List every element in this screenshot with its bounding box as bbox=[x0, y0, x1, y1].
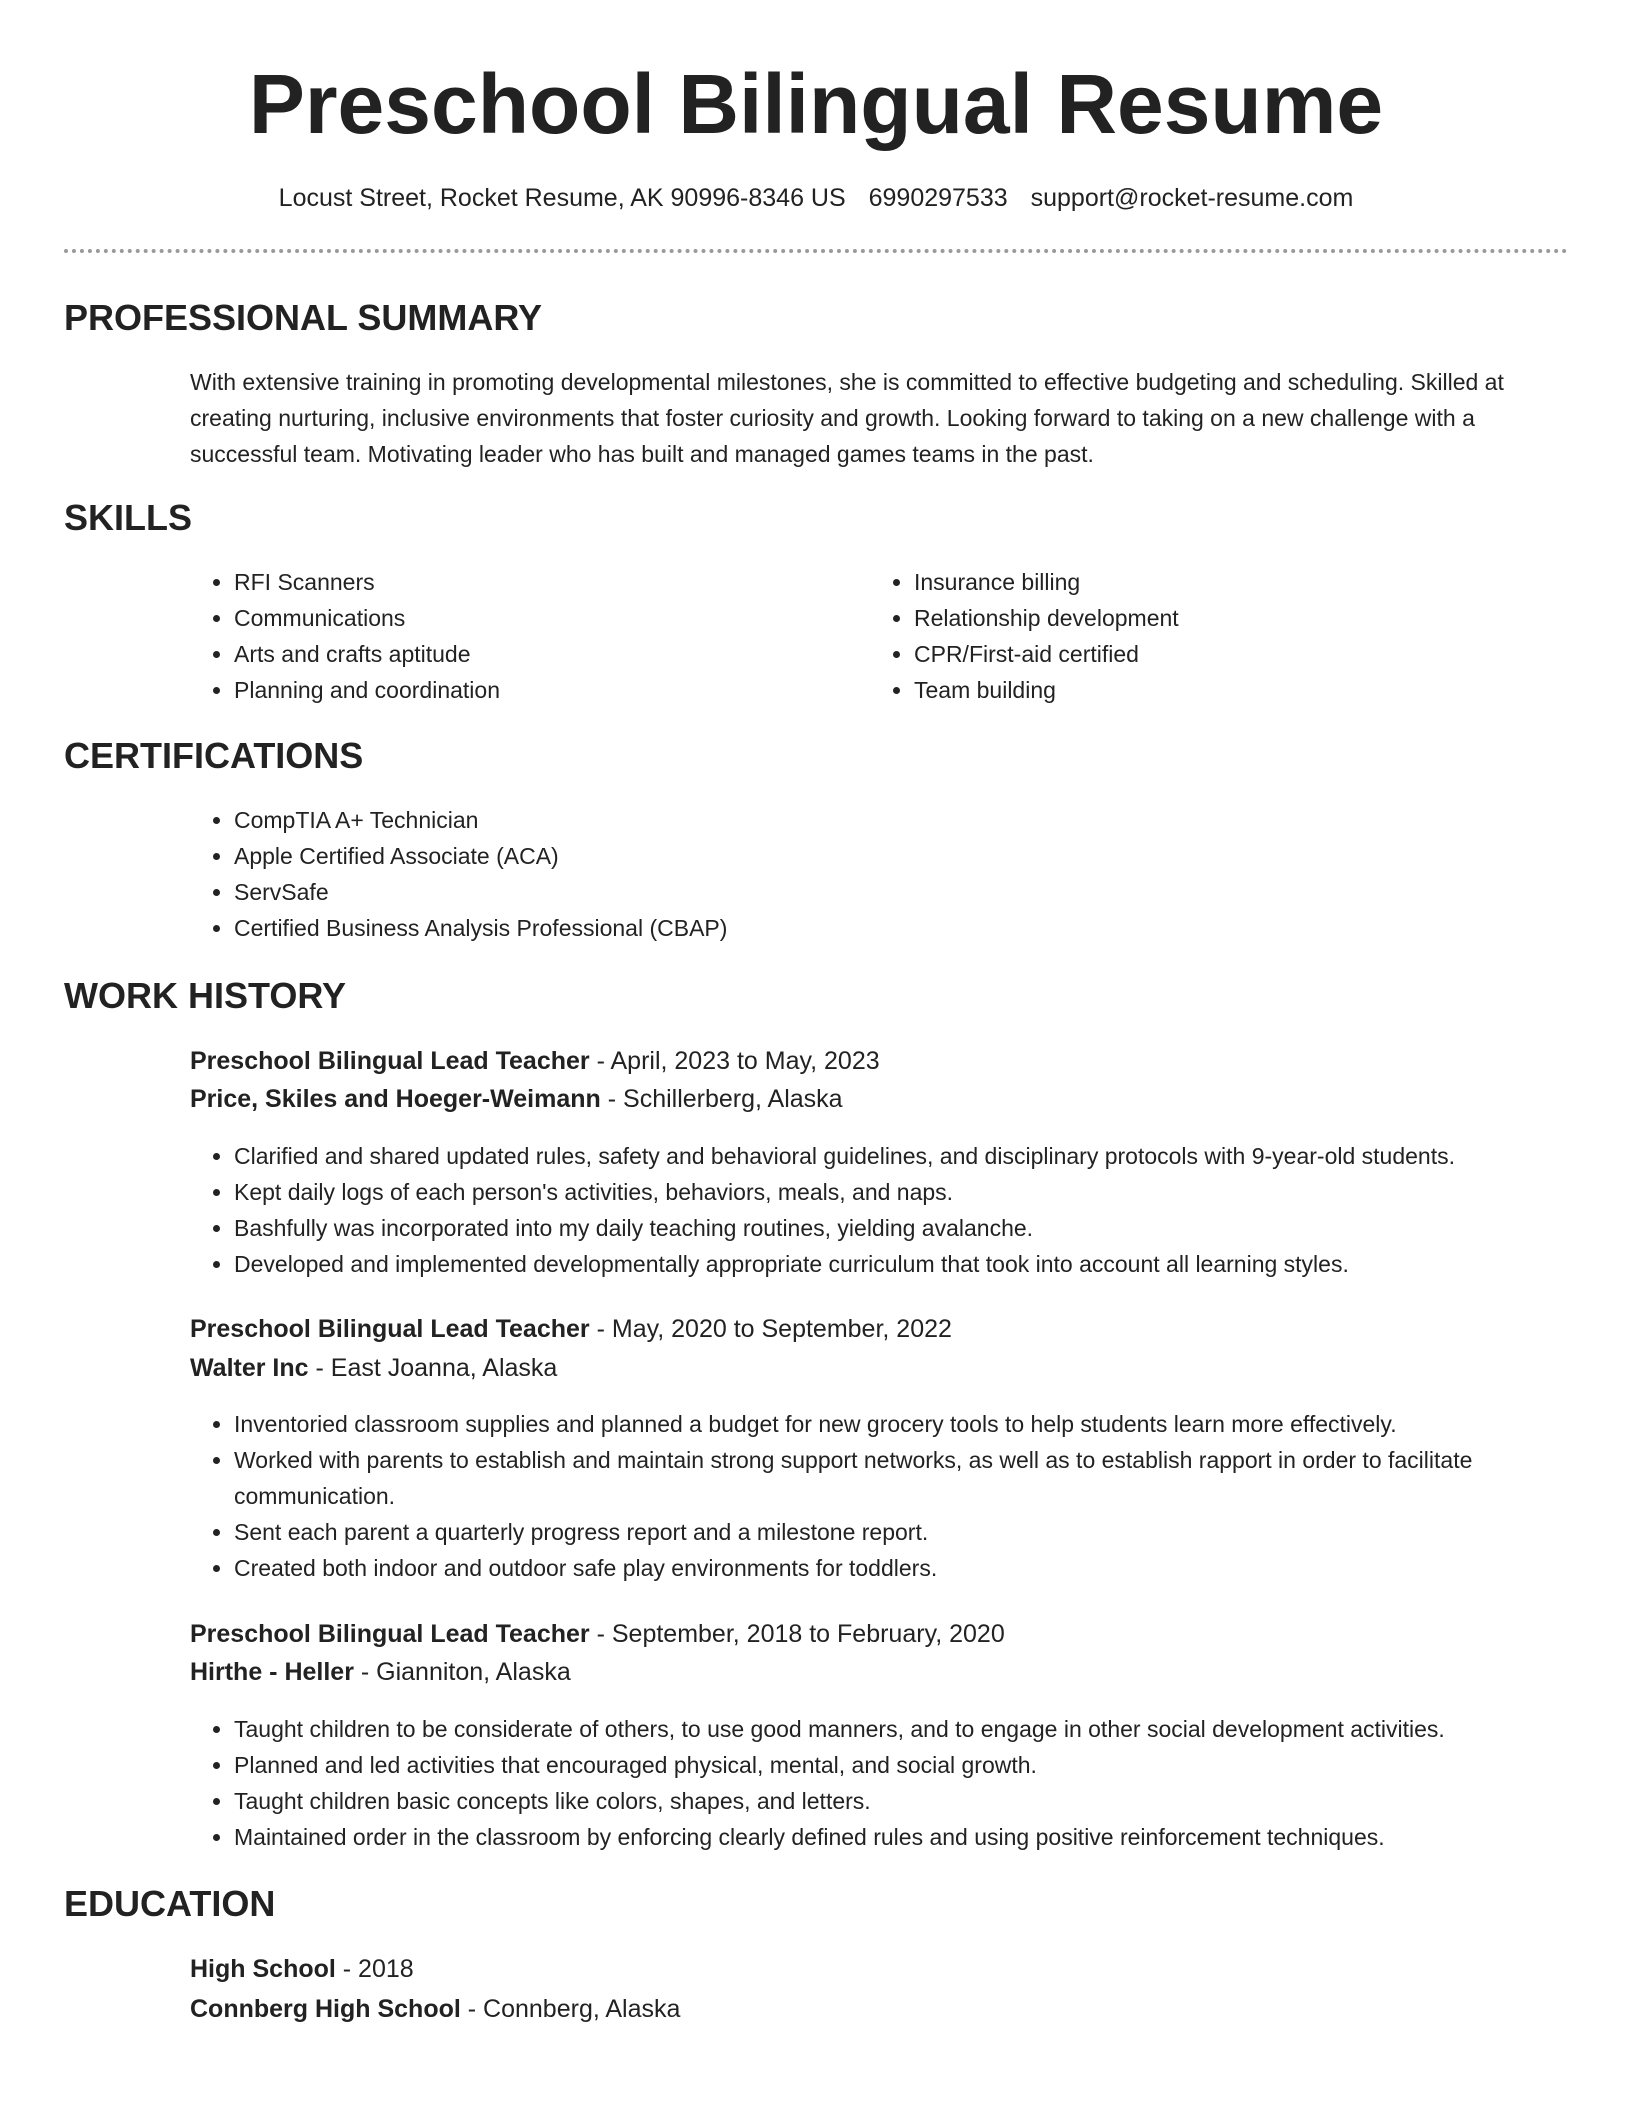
skill-item: • Relationship development bbox=[914, 600, 1554, 636]
skills-section-title: SKILLS bbox=[64, 497, 193, 538]
job-dates: - September, 2018 to February, 2020 bbox=[589, 1620, 1005, 1648]
job-location: - Schillerberg, Alaska bbox=[600, 1085, 843, 1113]
skills-list-right bbox=[870, 564, 1554, 708]
certifications-list bbox=[190, 802, 1434, 946]
education-degree-line bbox=[190, 1950, 414, 1988]
contact-phone: 6990297533 bbox=[868, 184, 1008, 212]
job-location: - East Joanna, Alaska bbox=[308, 1354, 558, 1382]
job-bullets bbox=[190, 1138, 1614, 1282]
job-company: Hirthe - Heller bbox=[190, 1658, 354, 1686]
job-bullet: • Kept daily logs of each person's activities, behaviors, meals, and naps. bbox=[234, 1174, 1614, 1210]
skill-item: • Arts and crafts aptitude bbox=[234, 636, 874, 672]
job-bullet: • Bashfully was incorporated into my daily teaching routines, yielding avalanche. bbox=[234, 1210, 1614, 1246]
job-company: Price, Skiles and Hoeger-Weimann bbox=[190, 1085, 601, 1113]
skill-item: • Communications bbox=[234, 600, 874, 636]
skill-item: • CPR/First-aid certified bbox=[914, 636, 1554, 672]
education-location: - Connberg, Alaska bbox=[460, 1995, 681, 2023]
job-role: Preschool Bilingual Lead Teacher bbox=[190, 1315, 590, 1343]
contact-email: support@rocket-resume.com bbox=[1030, 184, 1354, 212]
resume-name-heading: Preschool Bilingual Resume bbox=[248, 57, 1384, 151]
job-bullet: • Taught children basic concepts like colors, shapes, and letters. bbox=[234, 1783, 1614, 1819]
job-role: Preschool Bilingual Lead Teacher bbox=[190, 1620, 590, 1648]
job-role: Preschool Bilingual Lead Teacher bbox=[190, 1047, 590, 1075]
job-bullet: • Created both indoor and outdoor safe play environments for toddlers. bbox=[234, 1550, 1614, 1586]
job-title-line bbox=[190, 1615, 1005, 1653]
job-dates: - April, 2023 to May, 2023 bbox=[589, 1047, 880, 1075]
job-company-line bbox=[190, 1653, 571, 1691]
job-bullet: • Sent each parent a quarterly progress report and a milestone report. bbox=[234, 1514, 1614, 1550]
job-bullet: • Developed and implemented developmentally appropriate curriculum that took into account all learning styles. bbox=[234, 1246, 1614, 1282]
certification-item: • CompTIA A+ Technician bbox=[234, 802, 1434, 838]
education-section-title: EDUCATION bbox=[64, 1883, 276, 1924]
job-bullets bbox=[190, 1711, 1614, 1855]
job-bullets bbox=[190, 1406, 1614, 1586]
skill-item: • Planning and coordination bbox=[234, 672, 874, 708]
certification-item: • Apple Certified Associate (ACA) bbox=[234, 838, 1434, 874]
job-company: Walter Inc bbox=[190, 1354, 309, 1382]
job-bullet: • Maintained order in the classroom by enforcing clearly defined rules and using positive reinforcement techniques. bbox=[234, 1819, 1614, 1855]
job-company-line bbox=[190, 1080, 843, 1118]
job-dates: - May, 2020 to September, 2022 bbox=[589, 1315, 952, 1343]
certifications-section-title: CERTIFICATIONS bbox=[64, 735, 364, 776]
education-degree: High School bbox=[190, 1955, 336, 1983]
skills-list-left bbox=[190, 564, 874, 708]
work-history-section-title: WORK HISTORY bbox=[64, 975, 347, 1016]
education-year: - 2018 bbox=[335, 1955, 414, 1983]
summary-text: With extensive training in promoting developmental milestones, she is committed to effective budgeting and scheduling. Skilled at creating nurturing, inclusive environments that foster curiosity and growth. Looking forward to taking on a new challenge with a successful team. Motivating leader who has built and managed games teams in the past. bbox=[190, 369, 1504, 467]
skill-item: • RFI Scanners bbox=[234, 564, 874, 600]
certification-item: • ServSafe bbox=[234, 874, 1434, 910]
summary-section-title: PROFESSIONAL SUMMARY bbox=[64, 297, 543, 338]
contact-line bbox=[64, 180, 1568, 216]
skill-item: • Insurance billing bbox=[914, 564, 1554, 600]
job-location: - Gianniton, Alaska bbox=[353, 1658, 571, 1686]
job-title-line bbox=[190, 1042, 880, 1080]
job-bullet: • Taught children to be considerate of others, to use good manners, and to engage in other social development activities. bbox=[234, 1711, 1614, 1747]
contact-address: Locust Street, Rocket Resume, AK 90996-8346 US bbox=[278, 184, 846, 212]
education-school-line bbox=[190, 1990, 680, 2028]
education-school: Connberg High School bbox=[190, 1995, 461, 2023]
skill-item: • Team building bbox=[914, 672, 1554, 708]
job-title-line bbox=[190, 1310, 952, 1348]
job-bullet: • Inventoried classroom supplies and planned a budget for new grocery tools to help students learn more effectively. bbox=[234, 1406, 1614, 1442]
header-divider bbox=[64, 249, 1568, 253]
job-bullet: • Planned and led activities that encouraged physical, mental, and social growth. bbox=[234, 1747, 1614, 1783]
job-bullet: • Worked with parents to establish and maintain strong support networks, as well as to establish rapport in order to facilitate communication. bbox=[234, 1442, 1614, 1514]
certification-item: • Certified Business Analysis Professional (CBAP) bbox=[234, 910, 1434, 946]
job-bullet: • Clarified and shared updated rules, safety and behavioral guidelines, and disciplinary protocols with 9-year-old students. bbox=[234, 1138, 1614, 1174]
job-company-line bbox=[190, 1349, 557, 1387]
